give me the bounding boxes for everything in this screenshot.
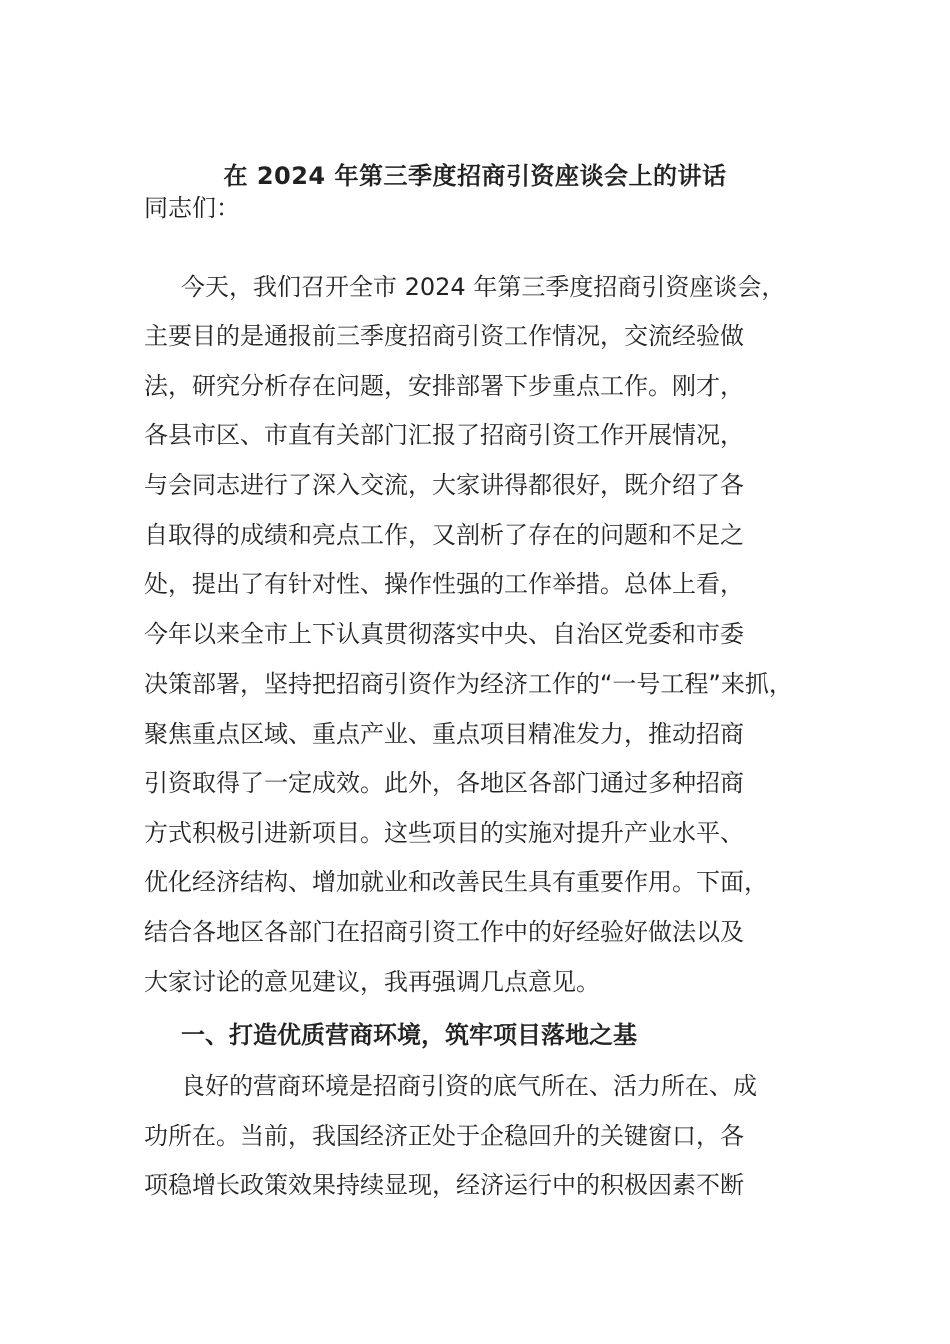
paragraph-line: 优化经济结构、增加就业和改善民生具有重要作用。下面， <box>144 868 768 896</box>
section-heading: 一、打造优质营商环境，筑牢项目落地之基 <box>181 1021 637 1049</box>
paragraph-line: 各县市区、市直有关部门汇报了招商引资工作开展情况， <box>144 421 744 449</box>
paragraph-line: 聚焦重点区域、重点产业、重点项目精准发力，推动招商 <box>144 720 744 748</box>
paragraph-line: 功所在。当前，我国经济正处于企稳回升的关键窗口，各 <box>144 1122 744 1150</box>
document-title: 在 2024 年第三季度招商引资座谈会上的讲话 <box>223 162 727 190</box>
salutation: 同志们： <box>144 194 240 222</box>
paragraph-line: 主要目的是通报前三季度招商引资工作情况，交流经验做 <box>144 322 744 350</box>
paragraph-line: 结合各地区各部门在招商引资工作中的好经验好做法以及 <box>144 918 744 946</box>
paragraph-line: 今年以来全市上下认真贯彻落实中央、自治区党委和市委 <box>144 620 744 648</box>
paragraph-line: 法，研究分析存在问题，安排部署下步重点工作。刚才， <box>144 372 744 400</box>
paragraph-line: 引资取得了一定成效。此外，各地区各部门通过多种招商 <box>144 769 744 797</box>
paragraph-line: 大家讨论的意见建议，我再强调几点意见。 <box>144 968 600 996</box>
paragraph-line: 良好的营商环境是招商引资的底气所在、活力所在、成 <box>181 1072 757 1100</box>
paragraph-line: 方式积极引进新项目。这些项目的实施对提升产业水平、 <box>144 819 744 847</box>
paragraph-line: 今天，我们召开全市 2024 年第三季度招商引资座谈会， <box>181 273 786 301</box>
paragraph-line: 与会同志进行了深入交流，大家讲得都很好，既介绍了各 <box>144 471 744 499</box>
paragraph-line: 决策部署，坚持把招商引资作为经济工作的“一号工程”来抓， <box>144 670 793 698</box>
paragraph-line: 自取得的成绩和亮点工作，又剖析了存在的问题和不足之 <box>144 521 744 549</box>
paragraph-line: 处，提出了有针对性、操作性强的工作举措。总体上看， <box>144 570 744 598</box>
paragraph-line: 项稳增长政策效果持续显现，经济运行中的积极因素不断 <box>144 1171 744 1199</box>
